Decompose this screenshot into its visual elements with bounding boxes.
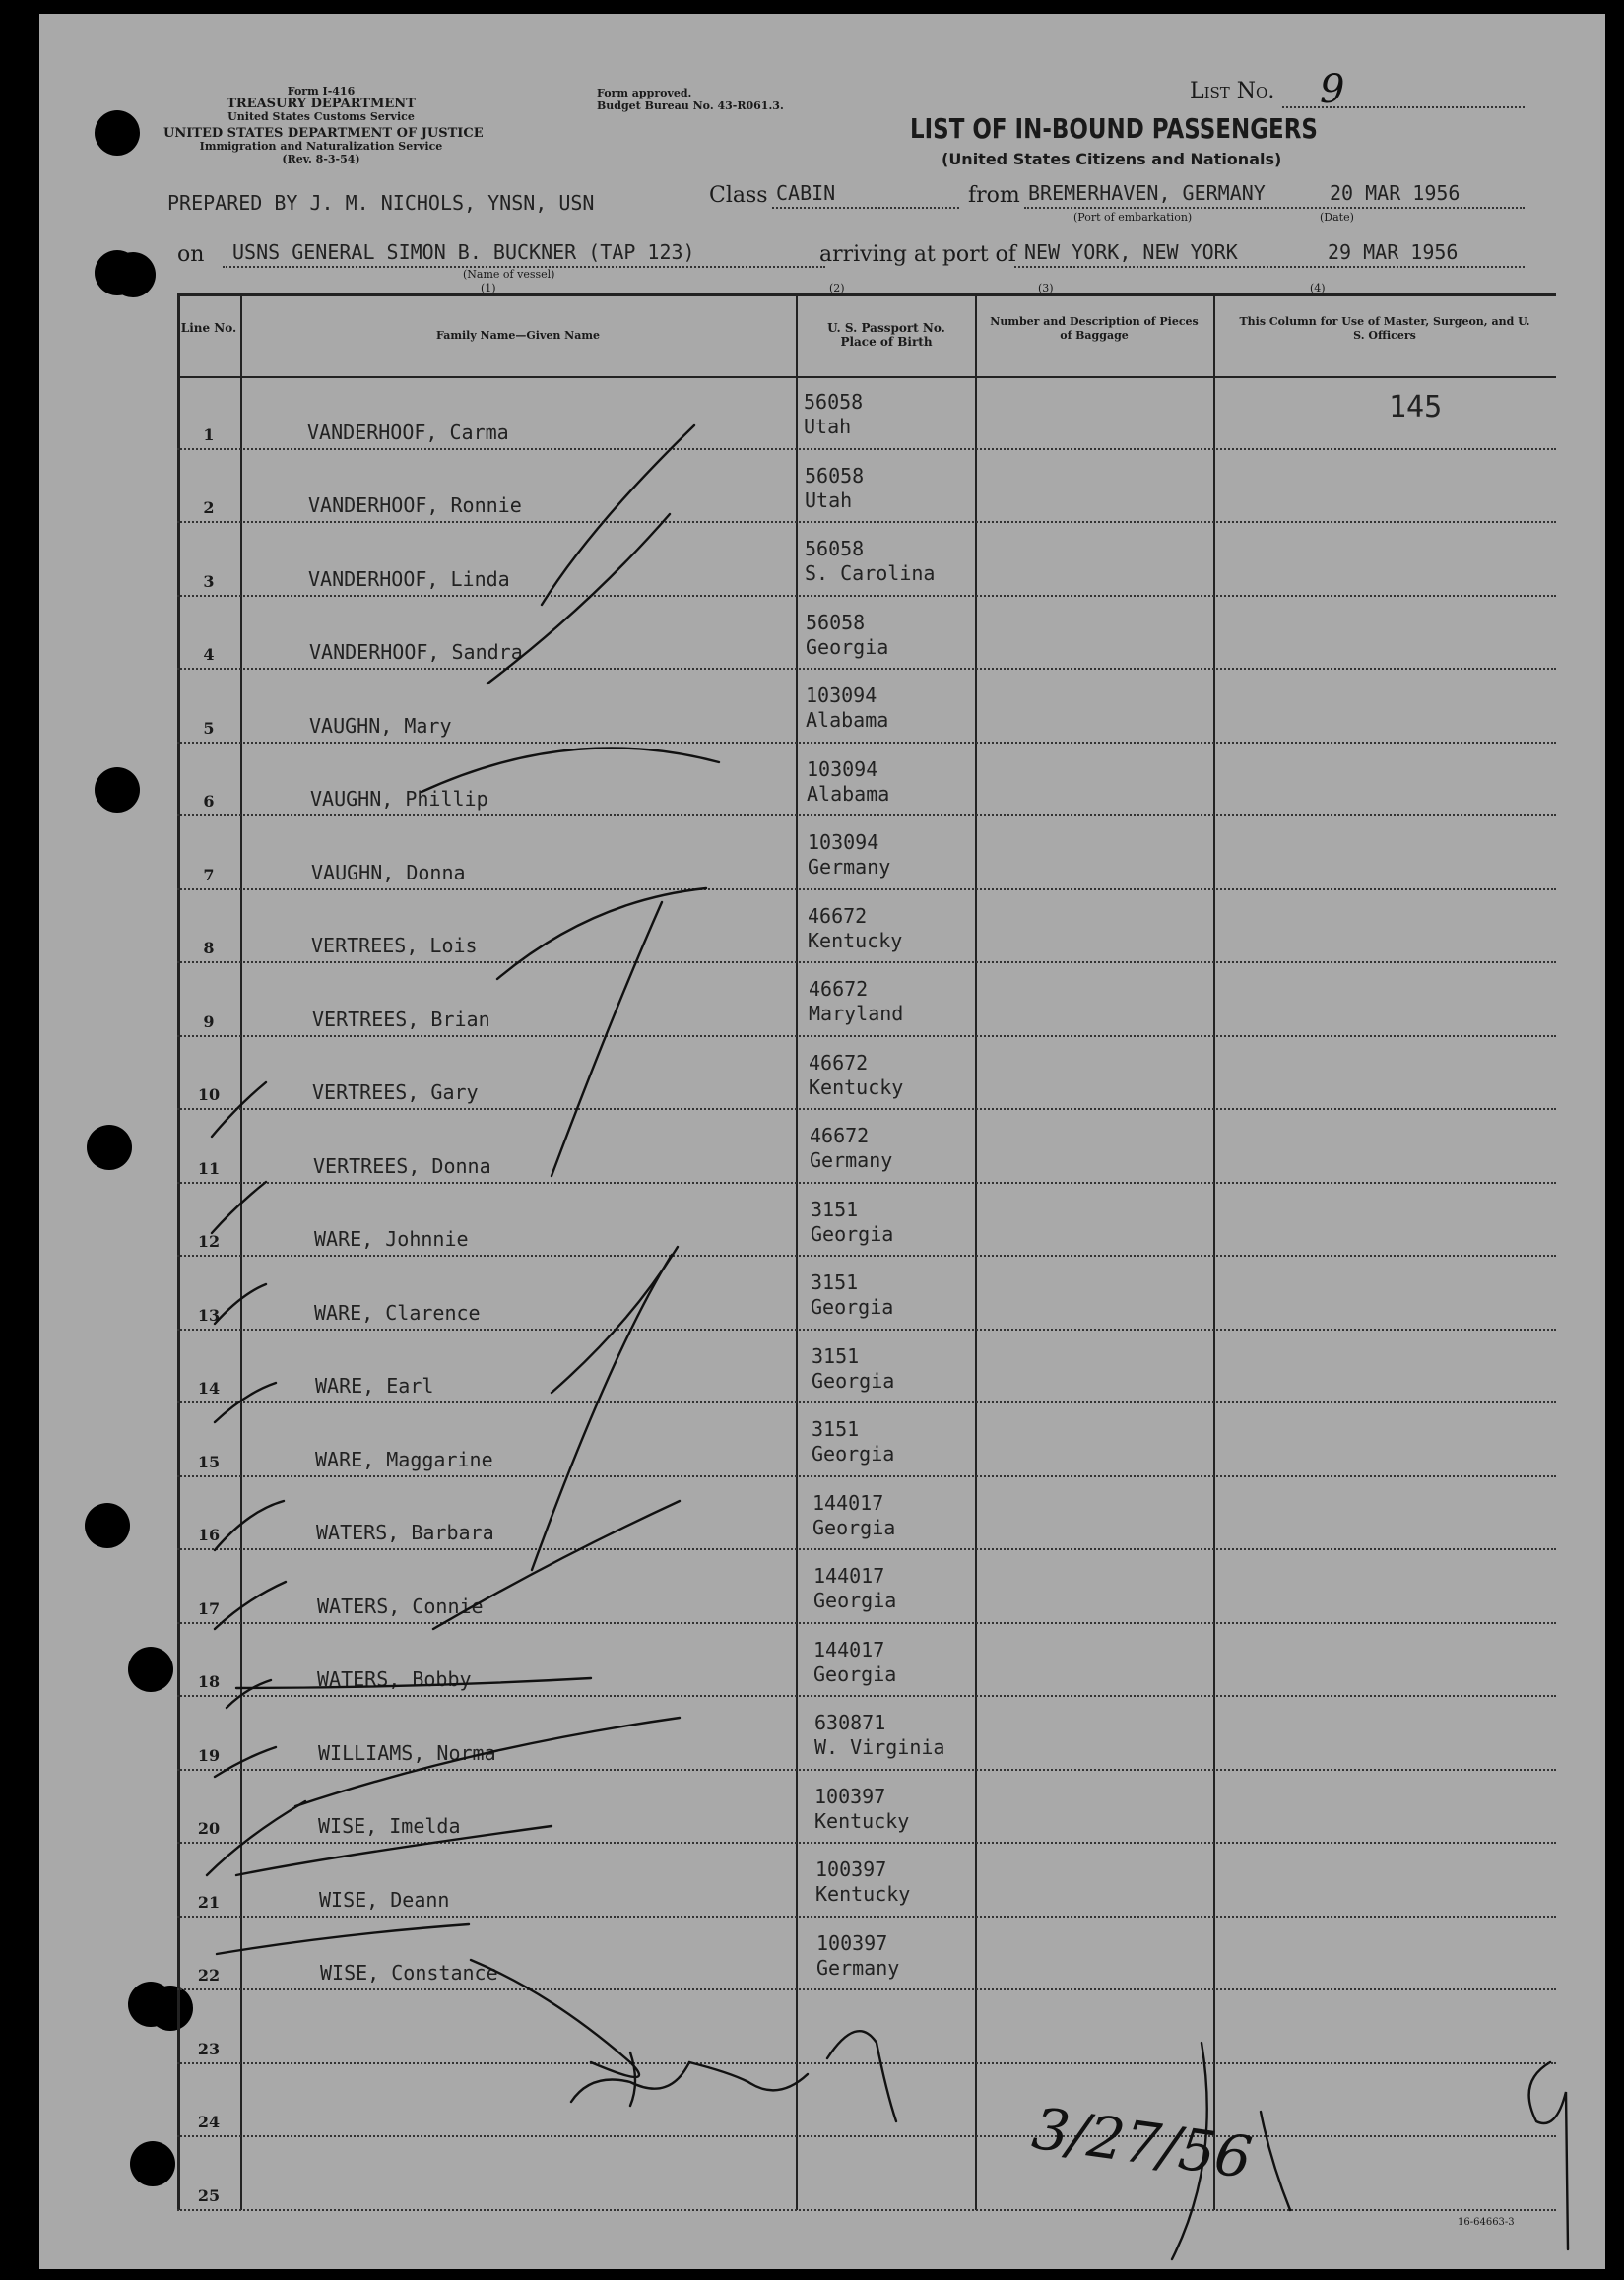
passenger-name: WARE, Maggarine (315, 1447, 493, 1471)
form-title: LIST OF IN-BOUND PASSENGERS (910, 112, 1318, 145)
passport-number: 103094 (806, 684, 877, 707)
budget-bureau: Budget Bureau No. 43-R061.3. (597, 99, 784, 112)
birthplace: Kentucky (808, 928, 903, 952)
birthplace: Utah (805, 488, 853, 512)
line-number: 20 (197, 1819, 221, 1838)
from-label: from (968, 183, 1020, 208)
line-number: 8 (203, 939, 215, 957)
birthplace: Georgia (811, 1295, 894, 1319)
line-number: 23 (197, 2039, 221, 2058)
passport-number: 3151 (811, 1270, 859, 1294)
class-value: CABIN (776, 181, 836, 205)
passenger-name: VANDERHOOF, Ronnie (308, 493, 522, 517)
birthplace: Maryland (809, 1002, 904, 1025)
passenger-name: WATERS, Bobby (317, 1667, 472, 1691)
col-header-line: Line No. (180, 321, 237, 335)
passport-number: 56058 (804, 390, 864, 414)
ins-service: Immigration and Naturalization Service (199, 140, 443, 153)
passport-number: 3151 (812, 1417, 860, 1441)
passport-number: 100397 (814, 1784, 886, 1808)
birthplace: Georgia (812, 1442, 895, 1466)
passenger-name: VAUGHN, Donna (311, 860, 466, 884)
passport-number: 46672 (808, 903, 868, 928)
line-number: 7 (203, 865, 215, 884)
col-index-1: (1) (481, 282, 496, 294)
passport-number: 144017 (813, 1637, 885, 1661)
passenger-name: WILLIAMS, Norma (318, 1740, 496, 1765)
line-number: 14 (197, 1379, 221, 1398)
line-number: 9 (203, 1011, 215, 1031)
prepared-by: PREPARED BY J. M. NICHOLS, YNSN, USN (167, 191, 595, 215)
line-number: 12 (197, 1232, 221, 1251)
birthplace: Kentucky (809, 1075, 904, 1099)
passport-number: 103094 (808, 830, 879, 854)
document-page (39, 14, 1605, 2269)
date-caption: (Date) (1320, 211, 1354, 224)
line-number: 17 (197, 1598, 221, 1618)
birthplace: Germany (810, 1148, 893, 1172)
passenger-name: WARE, Earl (315, 1374, 434, 1398)
line-number: 13 (197, 1305, 221, 1325)
class-label: Class (709, 183, 768, 208)
col-index-4: (4) (1310, 282, 1326, 294)
passport-number: 144017 (812, 1490, 884, 1515)
on-label: on (177, 242, 205, 267)
col-header-passport: U. S. Passport No. Place of Birth (827, 321, 945, 349)
passport-number: 56058 (806, 610, 866, 634)
col-index-3: (3) (1038, 282, 1054, 294)
passenger-name: WARE, Johnnie (314, 1227, 469, 1251)
arriving-label: arriving at port of (819, 242, 1016, 267)
line-number: 18 (197, 1672, 221, 1691)
line-number: 1 (203, 424, 215, 444)
revision-date: (Rev. 8-3-54) (282, 153, 360, 165)
line-number: 22 (197, 1966, 221, 1985)
line-number: 19 (197, 1745, 221, 1765)
passenger-name: WISE, Imelda (318, 1814, 461, 1838)
passenger-name: VAUGHN, Phillip (310, 787, 488, 811)
passport-number: 46672 (809, 977, 869, 1001)
line-number: 10 (197, 1085, 221, 1104)
line-number: 15 (197, 1452, 221, 1471)
birthplace: Georgia (813, 1589, 897, 1612)
embarkation-date: 20 MAR 1956 (1330, 181, 1461, 205)
birthplace: Germany (808, 855, 891, 879)
pen-marks (39, 14, 1605, 2269)
line-number: 25 (197, 2185, 221, 2205)
embarkation-caption: (Port of embarkation) (1073, 211, 1193, 224)
line-number: 21 (197, 1892, 221, 1912)
passenger-name: VERTREES, Gary (312, 1080, 479, 1104)
line-number: 3 (203, 571, 215, 591)
birthplace: Georgia (812, 1515, 896, 1539)
birthplace: Georgia (813, 1661, 897, 1686)
line-number: 16 (197, 1526, 221, 1544)
line-number: 6 (203, 792, 215, 811)
passport-number: 100397 (815, 1857, 887, 1881)
passenger-name: VANDERHOOF, Sandra (309, 640, 523, 664)
birthplace: Georgia (806, 634, 889, 659)
passenger-name: WISE, Deann (319, 1887, 450, 1912)
passport-number: 46672 (810, 1124, 870, 1147)
arrival-date: 29 MAR 1956 (1328, 240, 1459, 264)
birthplace: Alabama (807, 781, 890, 806)
passport-number: 103094 (807, 756, 878, 781)
footer-code: 16-64663-3 (1458, 2217, 1515, 2228)
officer-note: 145 (1389, 390, 1443, 424)
passport-number: 100397 (816, 1930, 888, 1955)
col-header-baggage: Number and Description of Pieces of Baggage (990, 315, 1199, 342)
birthplace: S. Carolina (805, 561, 936, 585)
line-number: 5 (203, 718, 215, 738)
line-number: 11 (197, 1158, 221, 1178)
vessel-caption: (Name of vessel) (463, 268, 555, 281)
arrival-port: NEW YORK, NEW YORK (1024, 240, 1238, 264)
birthplace: Germany (816, 1955, 900, 1980)
passenger-name: VERTREES, Brian (312, 1007, 490, 1031)
passport-number: 144017 (813, 1564, 885, 1588)
line-number: 2 (203, 498, 215, 517)
passport-number: 3151 (812, 1343, 860, 1368)
list-no-label: List No. (1190, 79, 1275, 103)
form-number: Form I-416 (287, 85, 356, 98)
col-header-officers: This Column for Use of Master, Surgeon, and U. S. Officers (1239, 315, 1530, 342)
passenger-name: VERTREES, Lois (311, 934, 478, 957)
customs-service: United States Customs Service (227, 110, 415, 123)
birthplace: Utah (804, 415, 852, 438)
form-approved: Form approved. (597, 87, 692, 99)
embarkation-port: BREMERHAVEN, GERMANY (1028, 181, 1266, 205)
passenger-name: WISE, Constance (320, 1961, 498, 1985)
handwritten-date: 3/27/56 (1028, 2094, 1257, 2192)
form-subtitle: (United States Citizens and Nationals) (942, 150, 1282, 168)
line-number: 24 (197, 2113, 221, 2131)
birthplace: Alabama (806, 708, 889, 732)
col-header-name: Family Name—Given Name (436, 329, 600, 342)
line-number: 4 (203, 645, 215, 664)
passport-number: 630871 (814, 1711, 886, 1734)
birthplace: Georgia (812, 1368, 895, 1393)
treasury-dept: TREASURY DEPARTMENT (227, 97, 416, 111)
passenger-name: VAUGHN, Mary (309, 713, 452, 738)
passenger-name: VERTREES, Donna (313, 1153, 491, 1178)
passenger-name: WATERS, Connie (317, 1594, 484, 1618)
birthplace: Kentucky (815, 1882, 911, 1906)
vessel-name: USNS GENERAL SIMON B. BUCKNER (TAP 123) (232, 240, 695, 264)
passport-number: 3151 (811, 1197, 859, 1221)
passport-number: 56058 (805, 463, 865, 488)
list-number: 9 (1320, 67, 1345, 112)
passenger-name: VANDERHOOF, Carma (307, 420, 509, 444)
passenger-name: VANDERHOOF, Linda (308, 566, 510, 591)
birthplace: Georgia (811, 1221, 894, 1246)
birthplace: Kentucky (814, 1808, 910, 1833)
passenger-name: WARE, Clarence (314, 1300, 481, 1325)
passenger-name: WATERS, Barbara (316, 1521, 494, 1544)
birthplace: W. Virginia (814, 1735, 945, 1759)
passport-number: 46672 (809, 1050, 869, 1075)
passport-number: 56058 (805, 537, 865, 560)
justice-dept: UNITED STATES DEPARTMENT OF JUSTICE (163, 126, 484, 141)
col-index-2: (2) (829, 282, 845, 294)
